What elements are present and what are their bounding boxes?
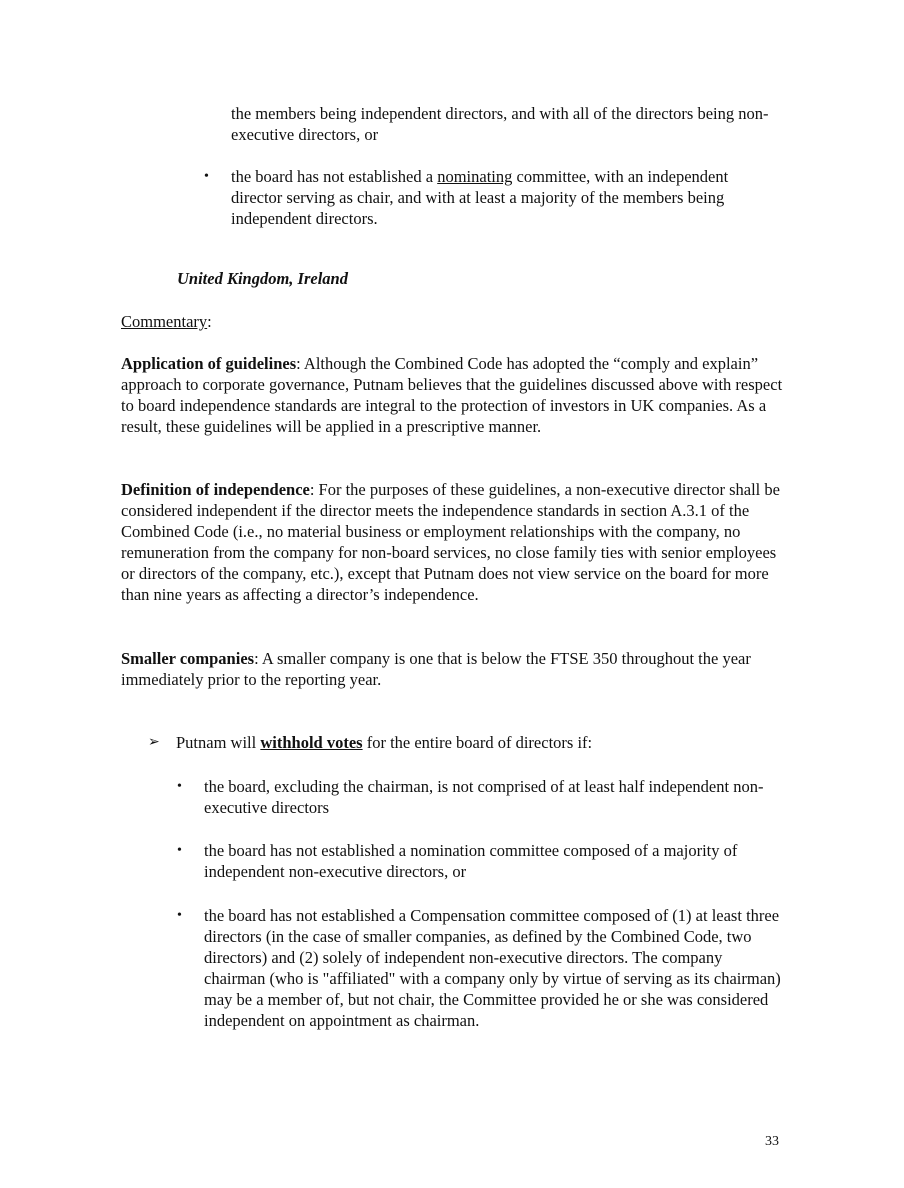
withhold-pre: Putnam will — [176, 733, 261, 752]
withhold-votes-term: withhold votes — [260, 733, 363, 752]
bullet-icon: • — [204, 169, 209, 184]
commentary-colon: : — [207, 312, 212, 331]
top-bullet-pre: the board has not established a — [231, 167, 438, 186]
continuation-text: the members being independent directors, and with all of the directors being non-executive directors, or — [231, 104, 769, 144]
page-number: 33 — [765, 1134, 779, 1149]
nominating-term: nominating — [437, 167, 513, 186]
withhold-post: for the entire board of directors if: — [362, 733, 593, 752]
arrow-bullet-icon: ➢ — [148, 734, 160, 750]
top-bullet-post: committee, with an independent director serving as chair, and with at least a majority of the members being independent directors. — [231, 167, 729, 228]
list-item: the board has not established a Compensation committee composed of (1) at least three directors (in the case of smaller companies, as defined by the Combined Code, two directors) and (2) solely of independent non-executive directors. The company chairman (who is "affiliated" with a company only by virtue of serving as its chairman) may be a member of, but not chair, the Committee provided he or she was considered independent on appointment as chairman. — [204, 906, 781, 1030]
definition-text: : For the purposes of these guidelines, a non-executive director shall be considered independent if the director meets the independence standards in section A.3.1 of the Combined Code (i.e., no material business or employment relationships with the company, no remuneration from the company for non-board services, no close family ties with senior employees or directors of the company, etc.), except that Putnam does not view service on the board for more than nine years as affecting a director’s independence. — [121, 480, 780, 604]
withhold-statement — [176, 732, 776, 753]
commentary-label — [121, 311, 212, 332]
smaller-text: : A smaller company is one that is below the FTSE 350 throughout the year immediately prior to the reporting year. — [121, 649, 751, 689]
top-bullet-item — [231, 166, 771, 229]
application-paragraph — [121, 353, 786, 437]
definition-paragraph — [121, 479, 786, 605]
smaller-term: Smaller companies — [121, 649, 255, 668]
commentary-word: Commentary — [121, 312, 208, 331]
definition-term: Definition of independence — [121, 480, 310, 499]
list-item: the board, excluding the chairman, is not comprised of at least half independent non-executive directors — [204, 777, 764, 817]
application-text: : Although the Combined Code has adopted the “comply and explain” approach to corporate governance, Putnam believes that the guidelines discussed above with respect to board independence standards are integral to the protection of investors in UK companies. As a result, these guidelines will be applied in a prescriptive manner. — [121, 354, 783, 436]
smaller-companies-paragraph — [121, 648, 786, 690]
list-item: the board has not established a nomination committee composed of a majority of independent non-executive directors, or — [204, 841, 738, 881]
application-term: Application of guidelines — [121, 354, 297, 373]
bullet-icon: • — [177, 908, 182, 923]
bullet-icon: • — [177, 843, 182, 858]
bullet-icon: • — [177, 779, 182, 794]
section-heading: United Kingdom, Ireland — [177, 269, 348, 288]
